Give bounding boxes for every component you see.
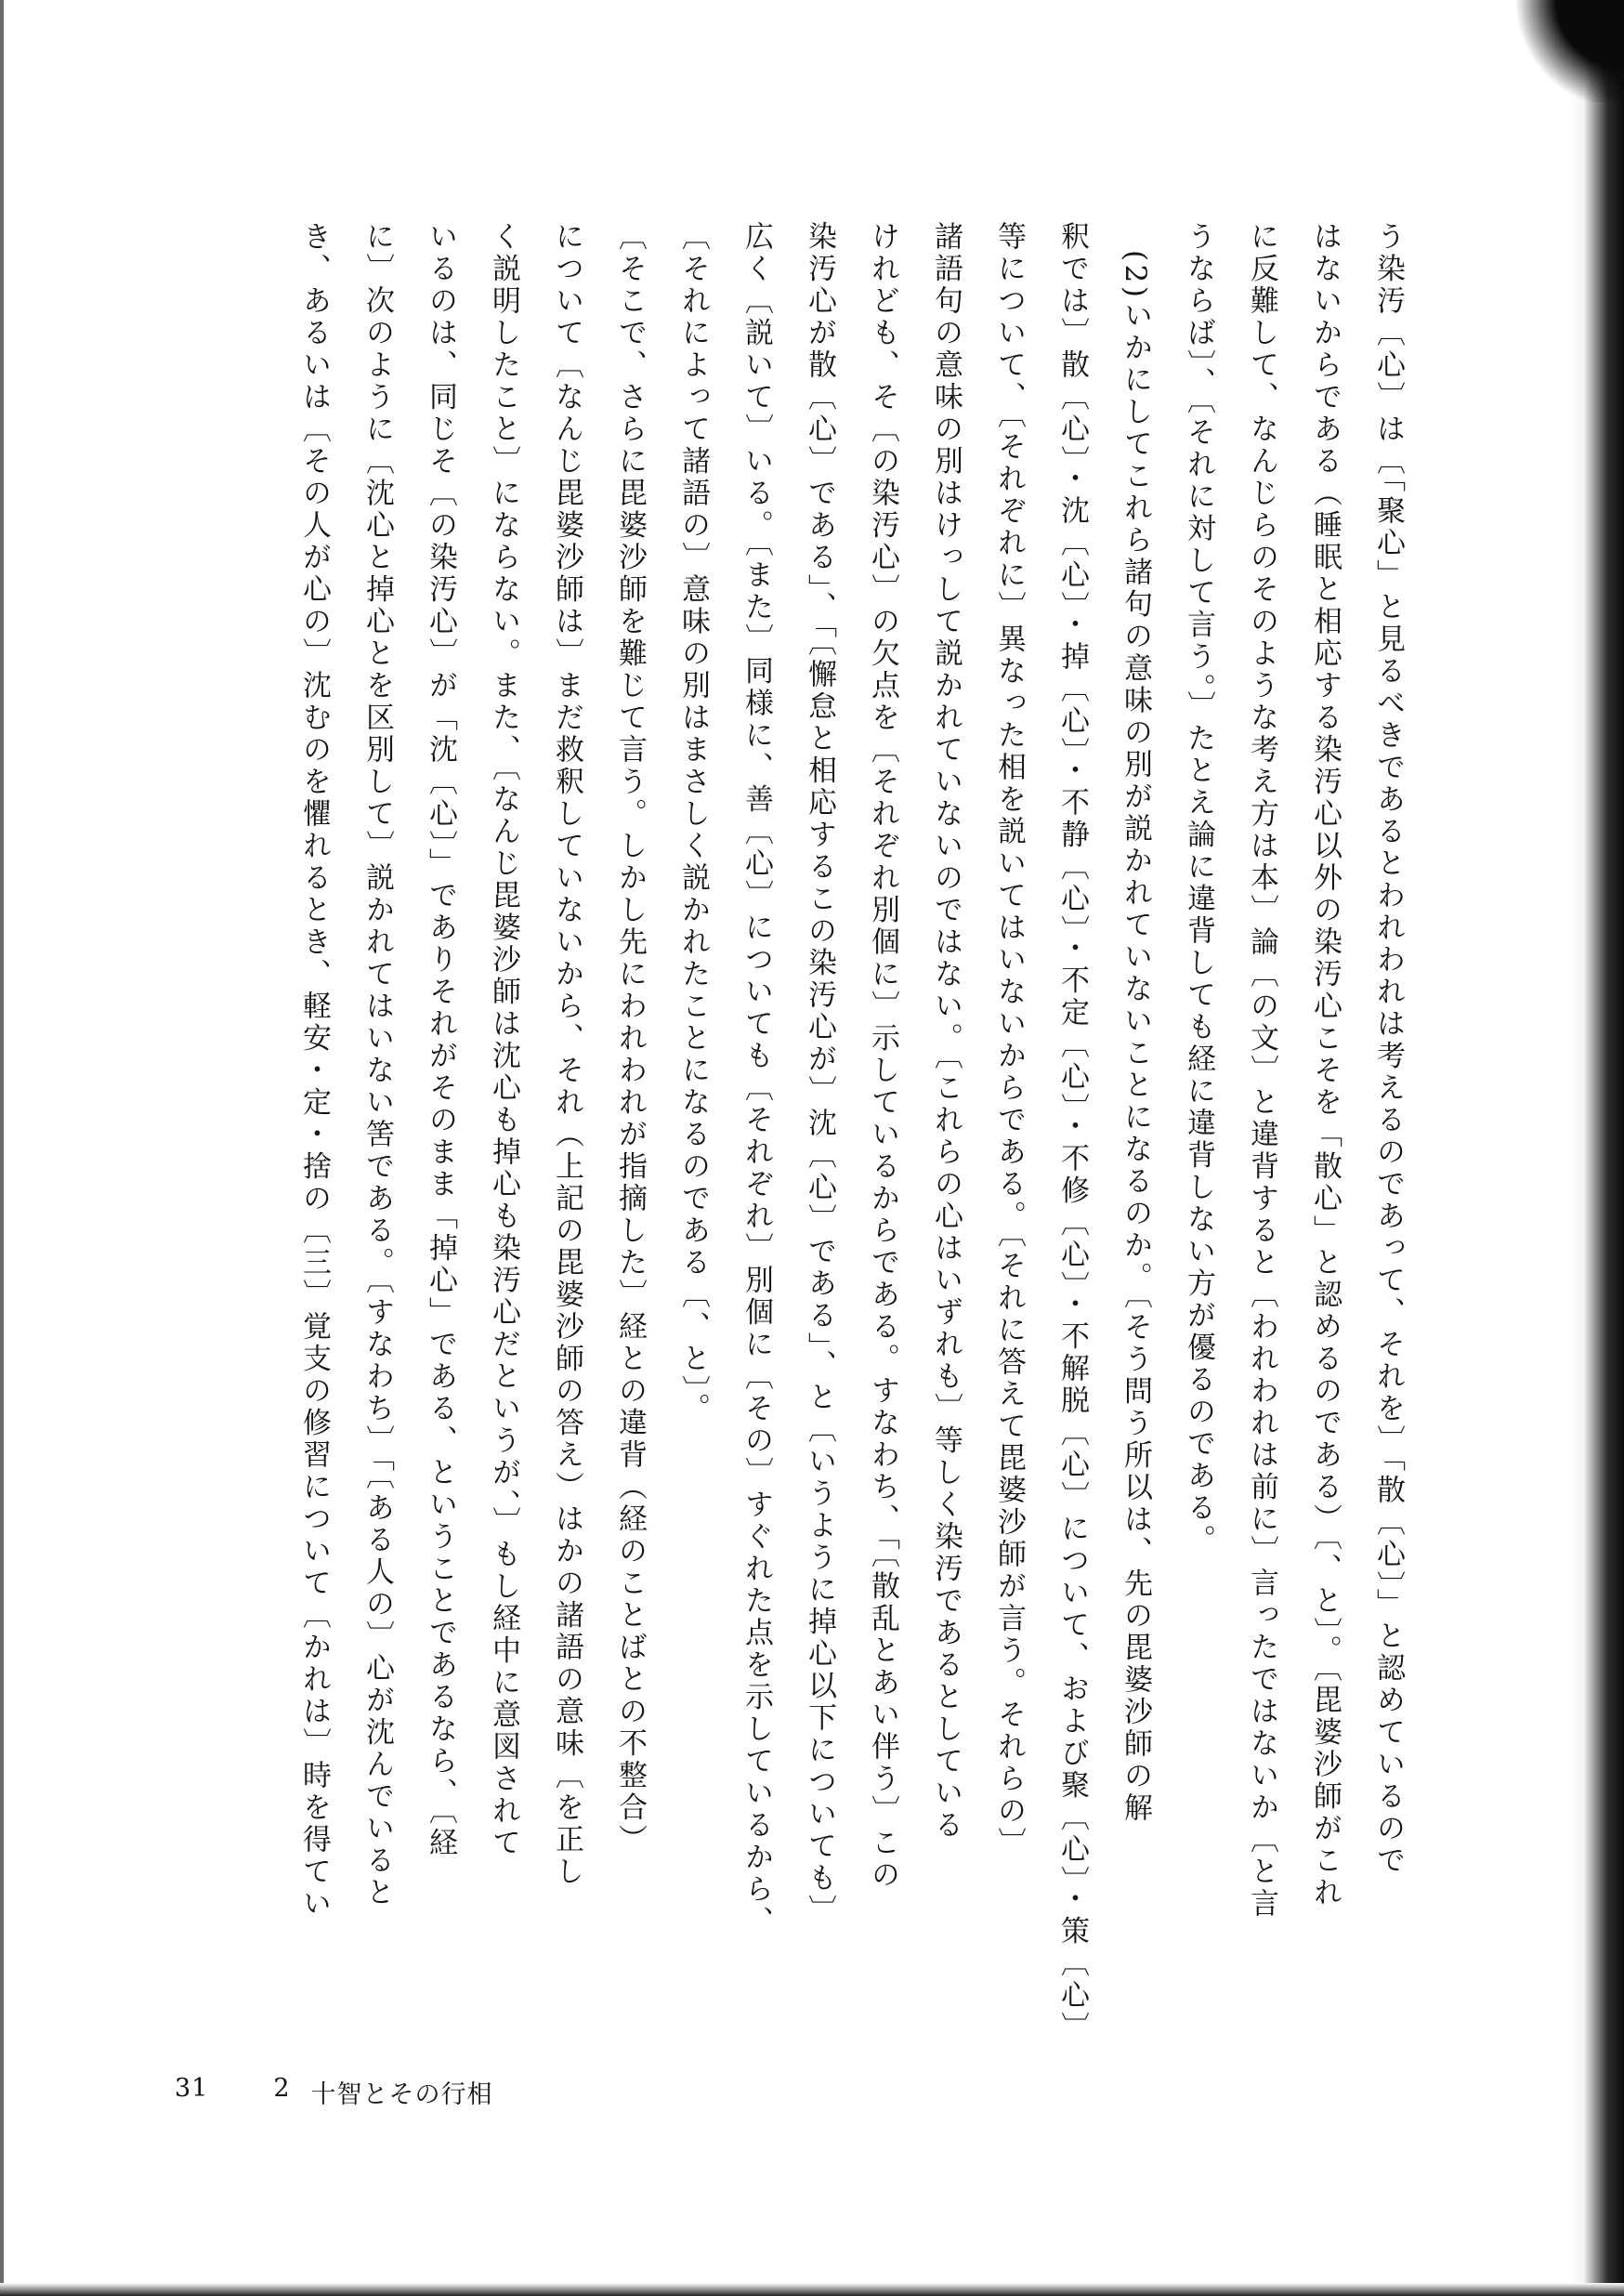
page-number: 31 [175, 2074, 209, 2103]
section-title: 十智とその行相 [310, 2080, 493, 2109]
text-line: けれども、そ〔の染汚心〕の欠点を〔それぞれ別個に〕示しているからである。すなわち、「〔散乱とあい伴う〕この [866, 221, 899, 1892]
text-line: 〔それによって諸語の〕意味の別はまさしく説かれたことになるのである〔、と〕。 [676, 221, 710, 1425]
text-line: う染汚〔心〕は〔「聚心」と見るべきであるとわれわれは考えるのであって、それを〕「散〔心〕」と認めているので [1371, 221, 1405, 1877]
scan-edge-left [0, 0, 4, 2296]
text-line: に〕次のように〔沈心と掉心とを区別して〕説かれてはいない筈である。〔すなわち〕「〔ある人の〕心が沈んでいると [360, 221, 394, 1909]
text-line: く説明したこと〕にならない。また、〔なんじ毘婆沙師は沈心も掉心も染汚心だというが、〕もし経中に意図されて [487, 221, 520, 1859]
scan-edge-right [1570, 0, 1624, 2296]
text-line: 〔そこで、さらに毘婆沙師を難じて言う。しかし先にわれわれが指摘した〕経との違背（経のことばとの不整合） [613, 221, 647, 1856]
text-line: 等について、〔それぞれに〕異なった相を説いてはいないからである。〔それに答えて毘婆沙師が言う。それらの〕 [992, 221, 1026, 1859]
text-line: について〔なんじ毘婆沙師は〕まだ救釈していないから、それ（上記の毘婆沙師の答え）はかの諸語の意味〔を正し [550, 221, 583, 1888]
text-line: に反難して、なんじらのそのような考え方は本〕論〔の文〕と違背すると〔われわれは前に〕言ったではないか〔と言 [1245, 221, 1278, 1921]
scan-edge-bottom [0, 2283, 1624, 2296]
body-text [282, 221, 1420, 2066]
text-line: 諸語句の意味の別はけっして説かれていないのではない。〔これらの心はいずれも〕等しく染汚であるとしている [929, 221, 963, 1842]
text-line: 広く〔説いて〕いる。〔また〕同様に、善〔心〕についても〔それぞれ〕別個に〔その〕すぐれた点を示しているから、 [740, 221, 773, 1938]
text-line: き、あるいは〔その人が心の〕沈むのを懼れるとき、軽安・定・捨の〔三〕覚支の修習について〔かれは〕時を得てい [297, 221, 331, 1921]
text-line: 染汚心が散〔心〕である」、「〔懈怠と相応するこの染汚心が〕沈〔心〕である」、と〔いうように掉心以下についても〕 [803, 221, 836, 1927]
text-line: はないからである（睡眠と相応する染汚心以外の染汚心こそを「散心」と認めるのである）〔、と〕。〔毘婆沙師がこれ [1308, 221, 1342, 1909]
scan-corner-shadow [1513, 0, 1624, 102]
running-title [273, 2074, 492, 2110]
page-footer [175, 2074, 493, 2110]
text-line: いるのは、同じそ〔の染汚心〕が「沈〔心〕」でありそれがそのまま「掉心」である、ということであるなら、〔経 [424, 221, 457, 1859]
text-line: うならば〕、〔それに対して言う。〕たとえ論に違背しても経に違背しない方が優るのである。 [1182, 221, 1215, 1556]
section-number: 2 [273, 2074, 291, 2103]
text-line: (2)いかにしてこれら諸句の意味の別が説かれていないことになるのか。〔そう問う所以は、先の毘婆沙師の解 [1119, 250, 1152, 1825]
text-line: 釈では〕散〔心〕・沈〔心〕・掉〔心〕・不静〔心〕・不定〔心〕・不修〔心〕・不解脱〔心〕について、および聚〔心〕・策〔心〕 [1055, 221, 1089, 2044]
